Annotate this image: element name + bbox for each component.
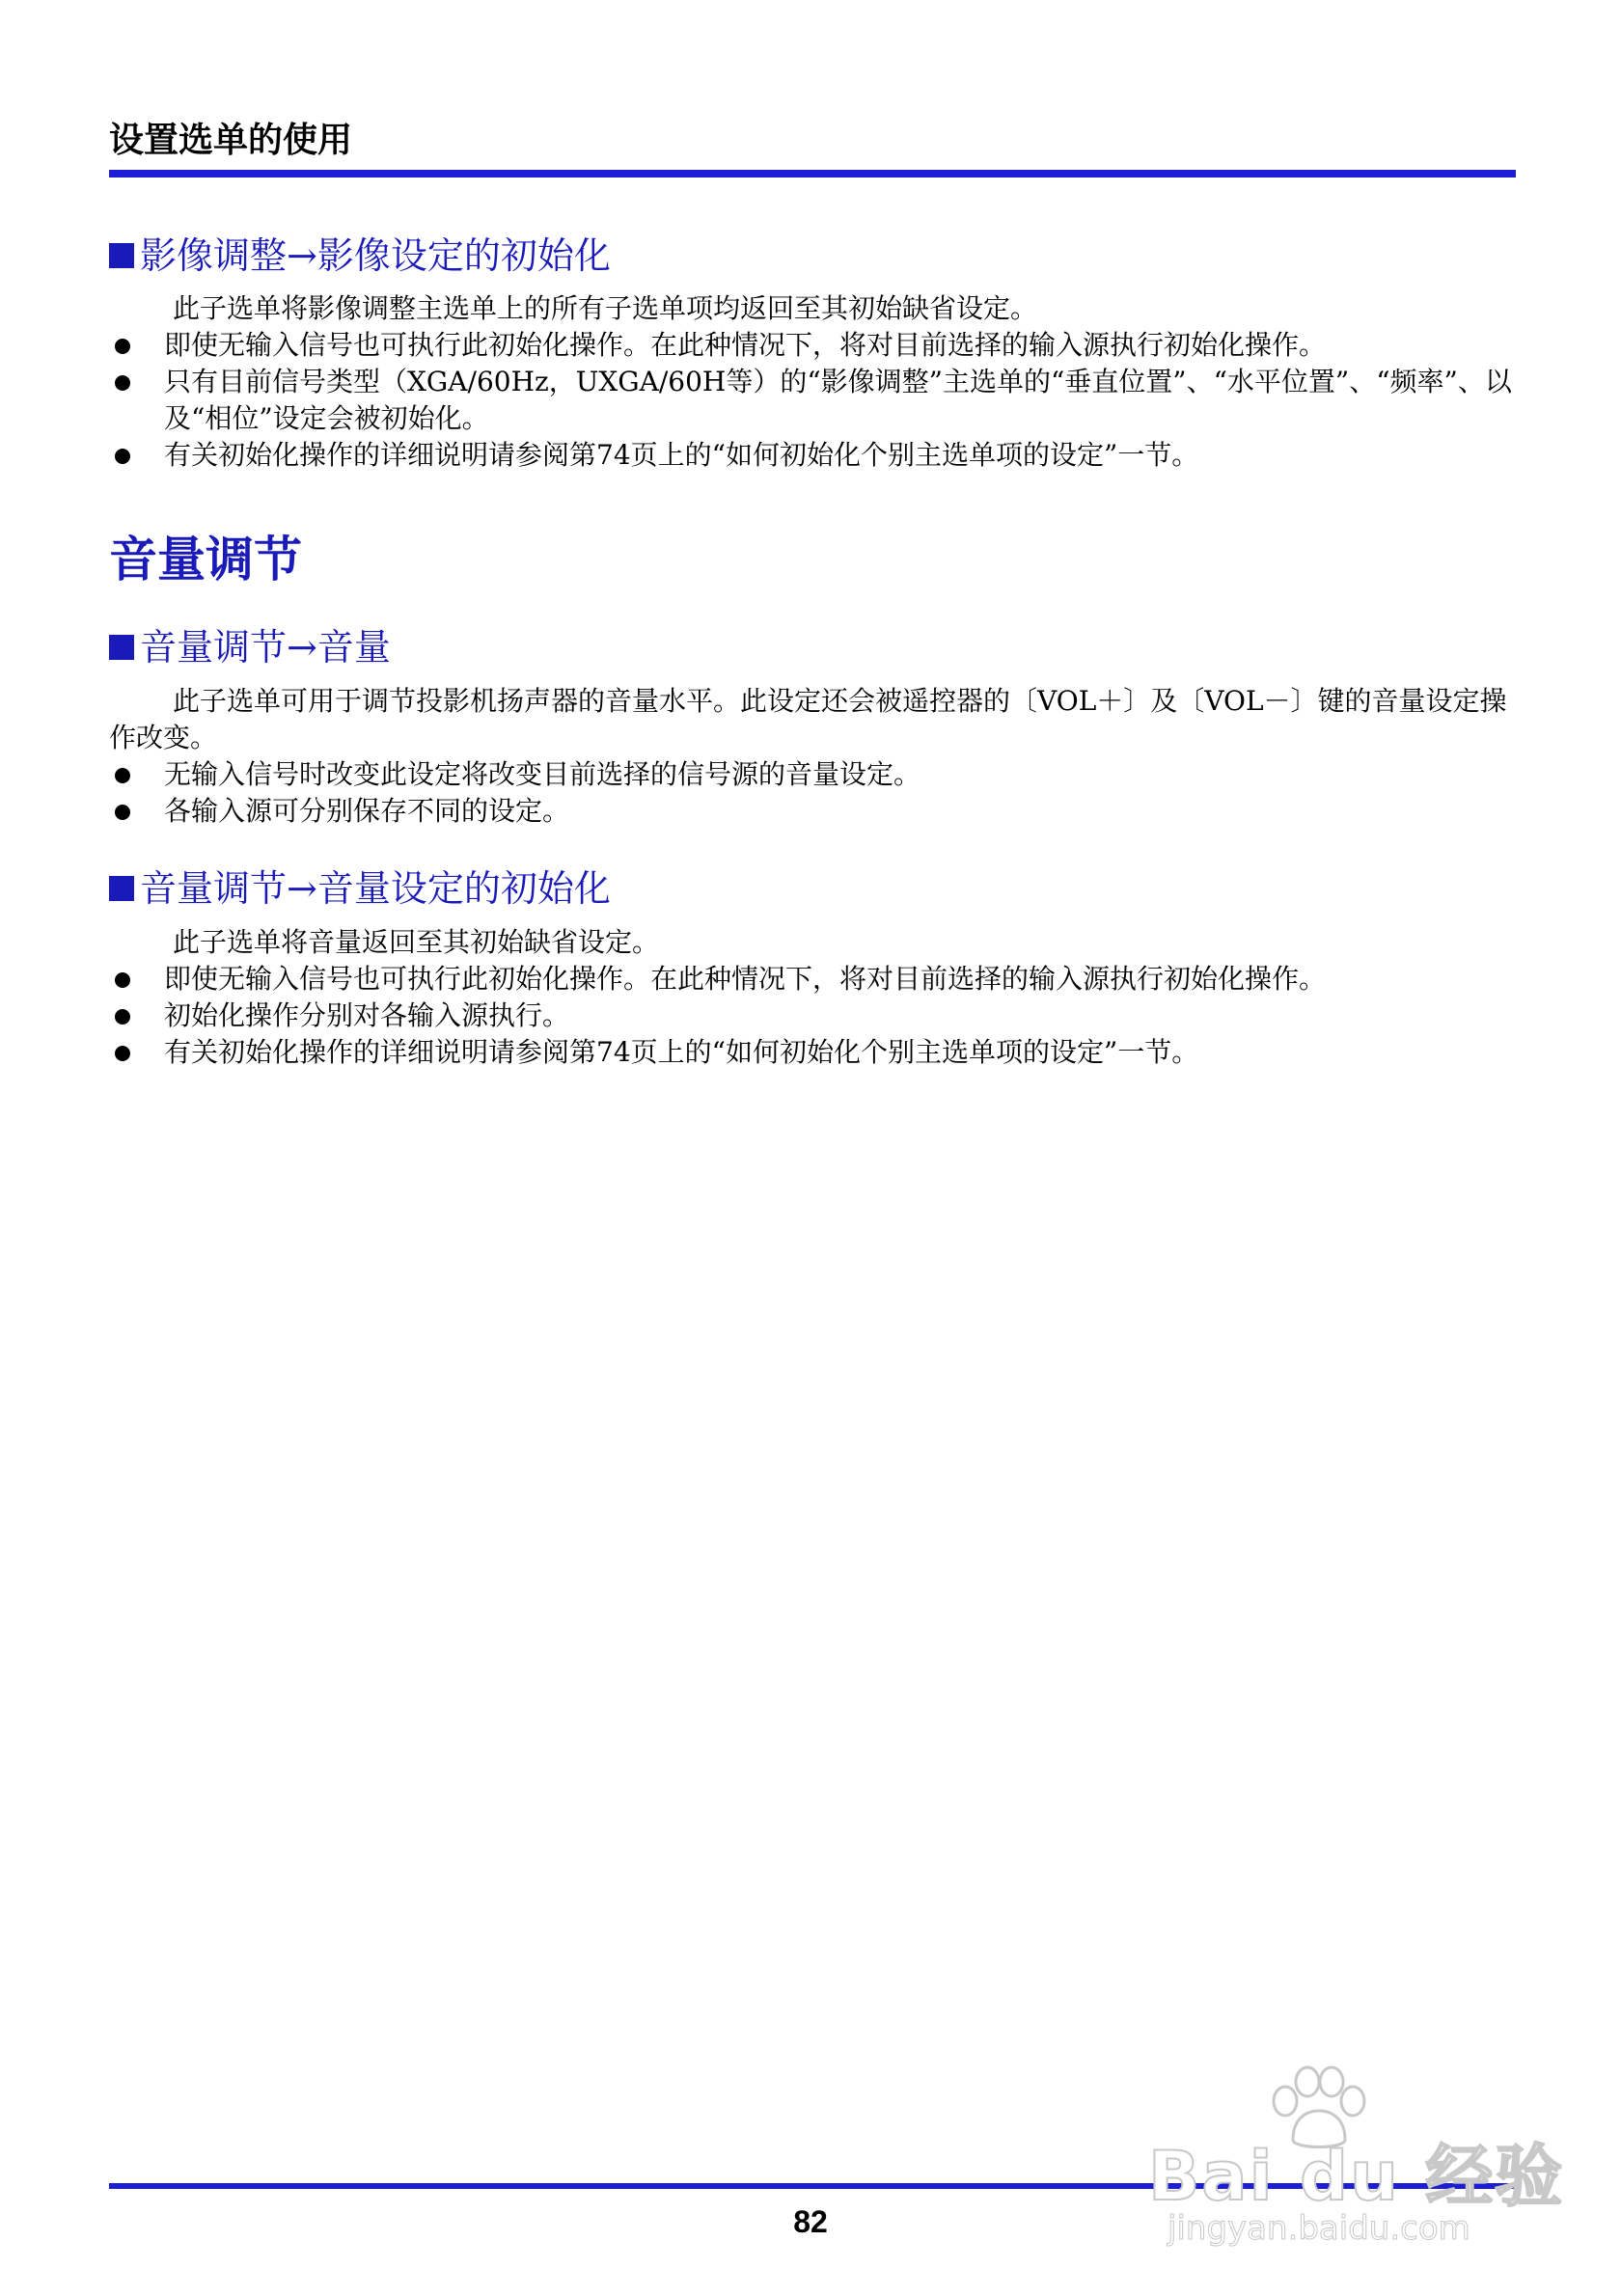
image-reset-bullet-list: [109, 327, 1518, 474]
list-item-text: 即使无输入信号也可执行此初始化操作。在此种情况下，将对目前选择的输入源执行初始化操作。: [164, 329, 1327, 361]
square-icon: [109, 635, 134, 660]
bullet-dot-icon: [115, 339, 130, 354]
image-reset-intro: 此子选单将影像调整主选单上的所有子选单项均返回至其初始缺省设定。: [173, 292, 1038, 324]
bullet-dot-icon: [115, 972, 130, 988]
list-item: [109, 998, 1518, 1034]
list-item: [109, 793, 1518, 830]
square-icon: [109, 243, 134, 268]
list-item-text: 有关初始化操作的详细说明请参阅第74页上的“如何初始化个别主选单项的设定”一节。: [164, 439, 1199, 471]
list-item-text: 只有目前信号类型（XGA/60Hz，UXGA/60H等）的“影像调整”主选单的“垂直位置”、“水平位置”、“频率”、以及“相位”设定会被初始化。: [164, 366, 1512, 434]
volume-sub-bullet-list: [109, 756, 1518, 830]
volume-reset-heading-text: 音量调节→音量设定的初始化: [140, 867, 611, 910]
watermark-url: jingyan.baidu.com: [1168, 2209, 1470, 2248]
volume-reset-heading: [109, 866, 611, 911]
page-header-title: 设置选单的使用: [109, 121, 353, 160]
list-item-text: 无输入信号时改变此设定将改变目前选择的信号源的音量设定。: [164, 758, 921, 790]
volume-sub-heading: [109, 625, 391, 670]
page-number: 82: [793, 2204, 828, 2239]
bullet-dot-icon: [115, 449, 130, 464]
volume-section-title: 音量调节: [109, 531, 302, 588]
image-reset-heading: [109, 233, 611, 278]
list-item: [109, 756, 1518, 793]
baidu-watermark: [1148, 2064, 1565, 2248]
list-item: [109, 364, 1518, 437]
image-reset-heading-text: 影像调整→影像设定的初始化: [140, 234, 611, 277]
bullet-dot-icon: [115, 1009, 130, 1025]
list-item-text: 有关初始化操作的详细说明请参阅第74页上的“如何初始化个别主选单项的设定”一节。: [164, 1036, 1199, 1068]
square-icon: [109, 876, 134, 901]
header-rule: [109, 170, 1516, 178]
volume-reset-bullet-list: [109, 961, 1518, 1071]
list-item-text: 即使无输入信号也可执行此初始化操作。在此种情况下，将对目前选择的输入源执行初始化操作。: [164, 963, 1327, 995]
bullet-dot-icon: [115, 375, 130, 391]
list-item: [109, 961, 1518, 998]
volume-reset-intro: 此子选单将音量返回至其初始缺省设定。: [173, 926, 660, 958]
watermark-brand: Bai du 经验: [1148, 2137, 1565, 2216]
list-item-text: 初始化操作分别对各输入源执行。: [164, 999, 570, 1031]
volume-sub-heading-text: 音量调节→音量: [140, 626, 391, 669]
bullet-dot-icon: [115, 768, 130, 783]
list-item: [109, 1034, 1518, 1071]
list-item: [109, 327, 1518, 364]
bullet-dot-icon: [115, 805, 130, 820]
list-item: [109, 437, 1518, 474]
list-item-text: 各输入源可分别保存不同的设定。: [164, 795, 570, 827]
volume-sub-intro: 此子选单可用于调节投影机扬声器的音量水平。此设定还会被遥控器的〔VOL＋〕及〔VOL－〕键的音量设定操作改变。: [109, 685, 1507, 753]
bullet-dot-icon: [115, 1046, 130, 1061]
